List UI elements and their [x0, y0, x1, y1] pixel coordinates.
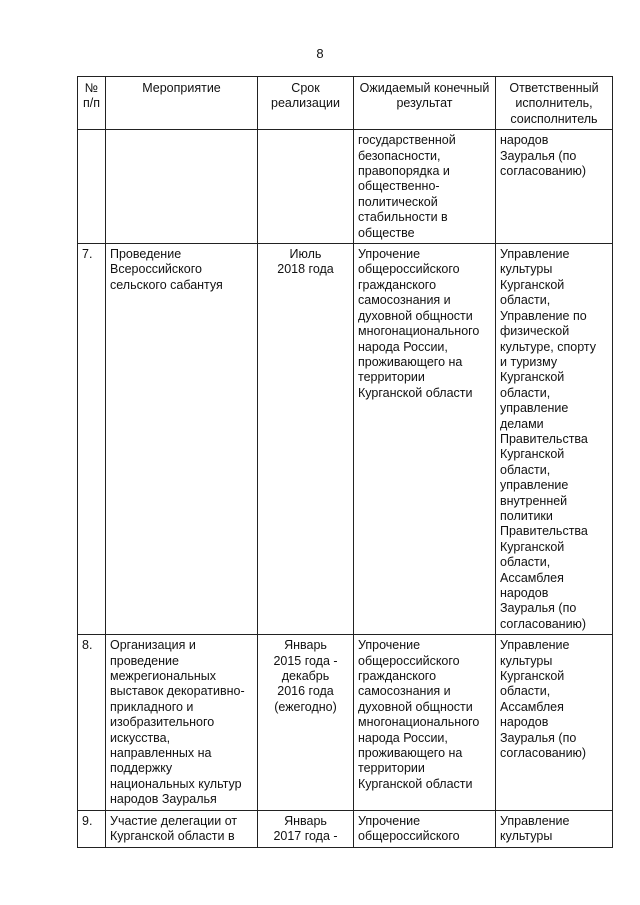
cell-responsible: Управление культуры Курганской области, Ассамблея народов Зауралья (по согласованию)	[496, 635, 613, 810]
cell-event: Проведение Всероссийского сельского сабантуя	[106, 244, 258, 635]
header-num: № п/п	[78, 77, 106, 130]
header-result: Ожидаемый конечный результат	[354, 77, 496, 130]
table-row	[78, 244, 613, 635]
measures-table	[77, 76, 613, 848]
cell-event	[106, 130, 258, 244]
page-number: 8	[316, 46, 324, 61]
cell-result: Упрочение общероссийского гражданского самосознания и духовной общности многонационального народа России, проживающего на территории Курганской области	[354, 244, 496, 635]
cell-term: Июль 2018 года	[258, 244, 354, 635]
table-row	[78, 635, 613, 810]
cell-num: 9.	[78, 810, 106, 847]
cell-responsible: Управление культуры	[496, 810, 613, 847]
cell-event: Участие делегации от Курганской области в	[106, 810, 258, 847]
cell-result: Упрочение общероссийского	[354, 810, 496, 847]
cell-term: Январь 2015 года - декабрь 2016 года (ежегодно)	[258, 635, 354, 810]
table-row	[78, 810, 613, 847]
cell-result: государственной безопасности, правопорядка и общественно- политической стабильности в обществе	[354, 130, 496, 244]
cell-term	[258, 130, 354, 244]
cell-num: 8.	[78, 635, 106, 810]
cell-num	[78, 130, 106, 244]
cell-responsible: Управление культуры Курганской области, Управление по физической культуре, спорту и туризму Курганской области, управление делами Правительства Курганской области, управление внутренней политики Правительства Курганской области, Ассамблея народов Зауралья (по согласованию)	[496, 244, 613, 635]
table-row	[78, 130, 613, 244]
cell-responsible: народов Зауралья (по согласованию)	[496, 130, 613, 244]
table-header-row	[78, 77, 613, 130]
header-responsible: Ответственный исполнитель, соисполнитель	[496, 77, 613, 130]
cell-result: Упрочение общероссийского гражданского самосознания и духовной общности многонационального народа России, проживающего на территории Курганской области	[354, 635, 496, 810]
cell-term: Январь 2017 года -	[258, 810, 354, 847]
cell-num: 7.	[78, 244, 106, 635]
cell-event: Организация и проведение межрегиональных выставок декоративно- прикладного и изобразительного искусства, направленных на поддержку национальных культур народов Зауралья	[106, 635, 258, 810]
header-term: Срок реализации	[258, 77, 354, 130]
header-event: Мероприятие	[106, 77, 258, 130]
